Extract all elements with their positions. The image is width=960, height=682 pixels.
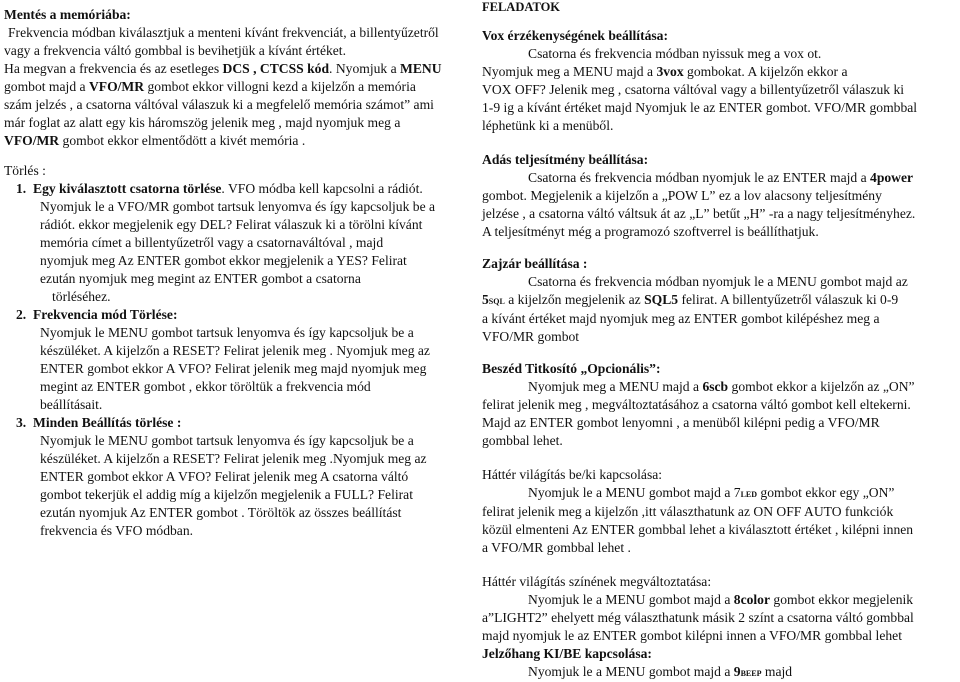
delete-item-3-line: Nyomjuk le MENU gombot tartsuk lenyomva és így kapcsoljuk be a: [40, 433, 414, 448]
beep-title: Jelzőhang KI/BE kapcsolása:: [482, 646, 652, 661]
delete-item-2-line: megint az ENTER gombot , ekkor töröltük a frekvencia mód: [40, 379, 371, 394]
scrambler-title: Beszéd Titkosító „Opcionális”:: [482, 361, 661, 376]
delete-item-1-line: törléséhez.: [52, 289, 111, 304]
vox-line-2: Nyomjuk meg a MENU majd a 3vox gombokat. A kijelzőn ekkor a: [482, 64, 848, 79]
delete-item-3-line: gombot tekerjük el addig míg a kijelzőn megjelenik a FULL? Felirat: [40, 487, 413, 502]
color-line-1: Nyomjuk le a MENU gombot majd a 8color gombot ekkor megjelenik: [528, 592, 914, 607]
power-line-4: A teljesítményt még a programozó szoftverrel is beállíthatjuk.: [482, 224, 819, 239]
save-title: Mentés a memóriába:: [4, 7, 131, 22]
save-line-3: Ha megvan a frekvencia és az esetleges DCS , CTCSS kód. Nyomjuk a MENU: [4, 61, 442, 76]
delete-item-1-line: nyomjuk meg Az ENTER gombot ekkor megjelenik a YES? Felirat: [40, 253, 407, 268]
delete-item-1-line: rádiót. ekkor megjelenik egy DEL? Felirat válaszuk ki a törölni kívánt: [40, 217, 423, 232]
save-line-2: vagy a frekvencia váltó gombbal is bevihetjük a kívánt értéket.: [4, 43, 346, 58]
left-column: [4, 0, 476, 540]
delete-item-2-line: ENTER gombot ekkor A VFO? Felirat jelenik meg majd nyomjuk meg: [40, 361, 427, 376]
delete-item-2-title: 2. Frekvencia mód Törlése:: [16, 307, 178, 322]
color-line-2: a”LIGHT2” ehelyett még választhatunk másik 2 színt a csatorna váltó gombbal: [482, 610, 914, 625]
backlight-line-2: felirat jelenik meg a kijelzőn ,itt választhatunk az ON OFF AUTO funkciók: [482, 504, 894, 519]
squelch-line-1: Csatorna és frekvencia módban nyomjuk le a MENU gombot majd az: [528, 274, 908, 289]
power-line-2: gombot. Megjelenik a kijelzőn a „POW L” ez a lov alacsony teljesítmény: [482, 188, 882, 203]
scrambler-line-4: gombbal lehet.: [482, 433, 563, 448]
delete-item-3-line: készüléket. A kijelzőn a RESET? Felirat jelenik meg .Nyomjuk meg az: [40, 451, 427, 466]
delete-item-2-line: beállításait.: [40, 397, 103, 412]
delete-item-1-line: Nyomjuk le a VFO/MR gombot tartsuk lenyomva és így kapcsoljuk be a: [40, 199, 436, 214]
vox-line-1: Csatorna és frekvencia módban nyissuk meg a vox ot.: [528, 46, 822, 61]
vox-line-3: VOX OFF? Jelenik meg , csatorna váltóval vagy a billentyűzetről válaszuk ki: [482, 82, 905, 97]
backlight-title: Háttér világítás be/ki kapcsolása:: [482, 467, 663, 482]
backlight-line-4: a VFO/MR gombbal lehet .: [482, 540, 631, 555]
squelch-line-4: VFO/MR gombot: [482, 329, 580, 344]
backlight-line-1: Nyomjuk le a MENU gombot majd a 7led gombot ekkor egy „ON”: [528, 485, 895, 500]
save-line-1: Frekvencia módban kiválasztjuk a menteni kívánt frekvenciát, a billentyűzetről: [8, 25, 439, 40]
vox-line-5: léphetünk ki a menüből.: [482, 118, 614, 133]
delete-item-2-line: Nyomjuk le MENU gombot tartsuk lenyomva és így kapcsoljuk be a: [40, 325, 414, 340]
scrambler-line-2: felirat jelenik meg , megváltoztatásához a csatorna váltó gombot kell eltekerni.: [482, 397, 911, 412]
save-line-6: már foglat az alatt egy kis háromszög jelenik meg , majd nyomjuk meg a: [4, 115, 401, 130]
delete-item-3-line: ezután nyomjuk Az ENTER gombot . Töröltök az összes beállítást: [40, 505, 402, 520]
delete-item-3-line: frekvencia és VFO módban.: [40, 523, 194, 538]
save-line-5: szám jelzés , a csatorna váltóval válaszuk ki a megfelelő memória számot” ami: [4, 97, 434, 112]
delete-item-2-line: készüléket. A kijelzőn a RESET? Felirat jelenik meg . Nyomjuk meg az: [40, 343, 430, 358]
scrambler-line-3: Majd az ENTER gombot lenyomni , a menüből kilépni pedig a VFO/MR: [482, 415, 880, 430]
backlight-line-3: közül elmenteni Az ENTER gombbal lehet a kiválasztott értéket , kilépni innen: [482, 522, 914, 537]
color-title: Háttér világítás színének megváltoztatása:: [482, 574, 712, 589]
squelch-title: Zajzár beállítása :: [482, 256, 588, 271]
delete-item-3-title: 3. Minden Beállítás törlése :: [16, 415, 182, 430]
vox-title: Vox érzékenységének beállítása:: [482, 28, 669, 43]
power-line-3: jelzése , a csatorna váltó váltsuk át az „L” betűt „H” -ra a nagy teljesítményhez.: [482, 206, 916, 221]
save-line-7: VFO/MR gombot ekkor elmentődött a kivét memória .: [4, 133, 306, 148]
delete-item-1-line: ezután nyomjuk meg megint az ENTER gombot a csatorna: [40, 271, 361, 286]
delete-title: Törlés :: [4, 163, 46, 178]
delete-item-1-title: 1. Egy kiválasztott csatorna törlése. VFO módba kell kapcsolni a rádiót.: [16, 181, 423, 196]
save-line-4: gombot majd a VFO/MR gombot ekkor villogni kezd a kijelzőn a memória: [4, 79, 416, 94]
beep-line-1: Nyomjuk le a MENU gombot majd a 9beep majd: [528, 664, 793, 679]
right-column: [482, 0, 956, 682]
power-title: Adás teljesítmény beállítása:: [482, 152, 649, 167]
tasks-header: FELADATOK: [482, 0, 561, 14]
scrambler-line-1: Nyomjuk meg a MENU majd a 6scb gombot ekkor a kijelzőn az „ON”: [528, 379, 915, 394]
color-line-3: majd nyomjuk le az ENTER gombot kilépni innen a VFO/MR gombbal lehet: [482, 628, 902, 643]
vox-line-4: 1-9 ig a kívánt értéket majd Nyomjuk le az ENTER gombot. VFO/MR gombbal: [482, 100, 918, 115]
power-line-1: Csatorna és frekvencia módban nyomjuk le az ENTER majd a 4power: [528, 170, 914, 185]
squelch-line-2: 5sql a kijelzőn megjelenik az SQL5 felirat. A billentyűzetről válaszuk ki 0-9: [482, 292, 899, 307]
delete-item-1-line: memória címet a billentyűzetről vagy a csatornaváltóval , majd: [40, 235, 384, 250]
squelch-line-3: a kívánt értéket majd nyomjuk meg az ENTER gombot kilépéshez meg a: [482, 311, 880, 326]
delete-item-3-line: ENTER gombot ekkor A VFO? Felirat jelenik meg A csatorna váltó: [40, 469, 409, 484]
